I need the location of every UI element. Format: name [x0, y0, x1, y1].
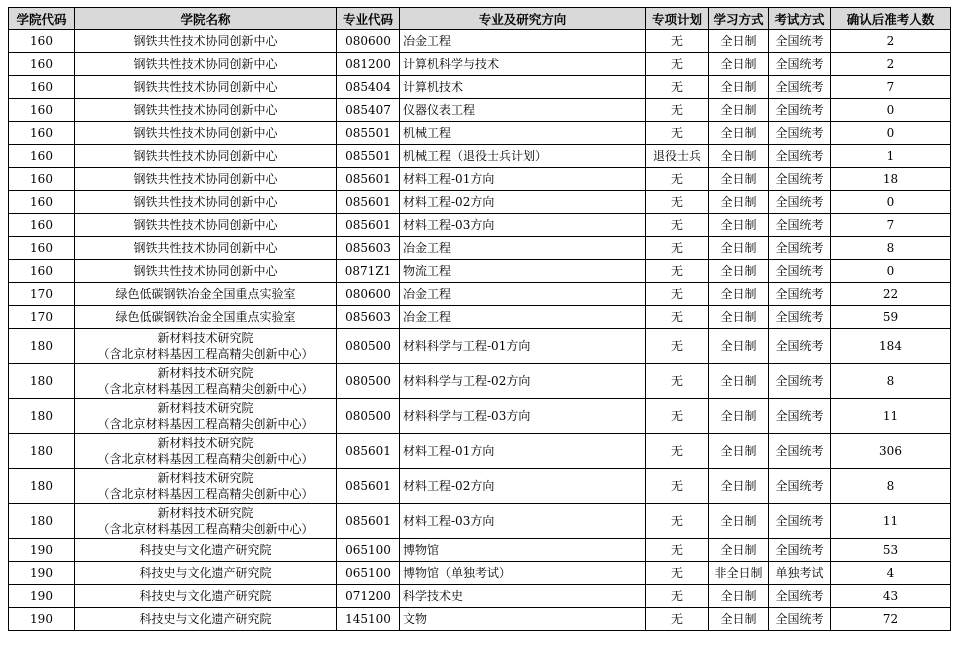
- cell-major-code: 0871Z1: [337, 260, 400, 283]
- table-row: [9, 562, 951, 585]
- cell-major: 材料工程-02方向: [400, 469, 646, 504]
- cell-special-plan: 无: [646, 53, 709, 76]
- cell-special-plan: 无: [646, 99, 709, 122]
- cell-college-code: 180: [9, 504, 75, 539]
- cell-study-mode: 全日制: [709, 30, 769, 53]
- cell-major-code: 085601: [337, 504, 400, 539]
- cell-major-code: 085603: [337, 237, 400, 260]
- table-row: [9, 469, 951, 504]
- cell-study-mode: 全日制: [709, 469, 769, 504]
- college-name-line: 钢铁共性技术协同创新中心: [133, 33, 278, 48]
- cell-college-name: [75, 283, 337, 306]
- cell-count: 2: [831, 30, 951, 53]
- table-row: [9, 214, 951, 237]
- cell-major-code: 081200: [337, 53, 400, 76]
- college-name-line: 新材料技术研究院: [157, 331, 254, 345]
- table-row: [9, 53, 951, 76]
- cell-count: 11: [831, 399, 951, 434]
- cell-count: 7: [831, 76, 951, 99]
- admission-table: [8, 7, 951, 631]
- college-name-line: 科技史与文化遗产研究院: [139, 611, 272, 626]
- table-row: [9, 30, 951, 53]
- cell-study-mode: 全日制: [709, 306, 769, 329]
- cell-college-name: [75, 306, 337, 329]
- cell-college-name: [75, 329, 337, 364]
- cell-study-mode: 非全日制: [709, 562, 769, 585]
- cell-count: 7: [831, 214, 951, 237]
- cell-special-plan: 无: [646, 306, 709, 329]
- cell-college-code: 160: [9, 145, 75, 168]
- cell-college-code: 160: [9, 168, 75, 191]
- cell-exam-mode: 全国统考: [769, 504, 831, 539]
- cell-study-mode: 全日制: [709, 585, 769, 608]
- cell-college-code: 180: [9, 469, 75, 504]
- cell-exam-mode: 全国统考: [769, 145, 831, 168]
- cell-count: 43: [831, 585, 951, 608]
- cell-major-code: 085601: [337, 469, 400, 504]
- cell-college-name: [75, 260, 337, 283]
- header-row: [9, 8, 951, 30]
- cell-study-mode: 全日制: [709, 504, 769, 539]
- table-row: [9, 585, 951, 608]
- cell-college-name: [75, 237, 337, 260]
- cell-major: 材料工程-03方向: [400, 504, 646, 539]
- cell-major: 计算机技术: [400, 76, 646, 99]
- table-row: [9, 145, 951, 168]
- cell-exam-mode: 全国统考: [769, 329, 831, 364]
- cell-exam-mode: 全国统考: [769, 99, 831, 122]
- cell-college-code: 160: [9, 99, 75, 122]
- college-name-line: 钢铁共性技术协同创新中心: [133, 263, 278, 278]
- cell-special-plan: 无: [646, 283, 709, 306]
- cell-exam-mode: 全国统考: [769, 76, 831, 99]
- cell-special-plan: 无: [646, 539, 709, 562]
- cell-college-code: 160: [9, 237, 75, 260]
- cell-major: 材料科学与工程-02方向: [400, 364, 646, 399]
- cell-study-mode: 全日制: [709, 122, 769, 145]
- header-special-plan: 专项计划: [646, 8, 709, 30]
- cell-college-code: 180: [9, 434, 75, 469]
- cell-major: 材料科学与工程-01方向: [400, 329, 646, 364]
- cell-major: 材料科学与工程-03方向: [400, 399, 646, 434]
- cell-major: 材料工程-01方向: [400, 168, 646, 191]
- cell-major: 仪器仪表工程: [400, 99, 646, 122]
- table-row: [9, 504, 951, 539]
- college-name-line: 科技史与文化遗产研究院: [139, 542, 272, 557]
- cell-special-plan: 无: [646, 434, 709, 469]
- cell-exam-mode: 全国统考: [769, 608, 831, 631]
- cell-special-plan: 无: [646, 76, 709, 99]
- cell-count: 8: [831, 469, 951, 504]
- cell-college-code: 160: [9, 76, 75, 99]
- cell-count: 184: [831, 329, 951, 364]
- cell-special-plan: 无: [646, 329, 709, 364]
- cell-exam-mode: 单独考试: [769, 562, 831, 585]
- cell-special-plan: 无: [646, 214, 709, 237]
- table-row: [9, 99, 951, 122]
- cell-exam-mode: 全国统考: [769, 399, 831, 434]
- cell-count: 11: [831, 504, 951, 539]
- cell-major: 冶金工程: [400, 30, 646, 53]
- cell-count: 2: [831, 53, 951, 76]
- table-row: [9, 260, 951, 283]
- table-row: [9, 191, 951, 214]
- header-college-code: 学院代码: [9, 8, 75, 30]
- cell-college-name: [75, 585, 337, 608]
- college-name-line: 新材料技术研究院: [157, 366, 254, 380]
- table-row: [9, 76, 951, 99]
- cell-study-mode: 全日制: [709, 260, 769, 283]
- cell-study-mode: 全日制: [709, 399, 769, 434]
- cell-major: 机械工程: [400, 122, 646, 145]
- cell-college-name: [75, 168, 337, 191]
- cell-college-code: 170: [9, 306, 75, 329]
- cell-count: 0: [831, 260, 951, 283]
- table-body: [9, 30, 951, 631]
- cell-count: 0: [831, 191, 951, 214]
- cell-special-plan: 无: [646, 122, 709, 145]
- cell-count: 53: [831, 539, 951, 562]
- cell-college-name: [75, 214, 337, 237]
- header-major: 专业及研究方向: [400, 8, 646, 30]
- college-name-line: 钢铁共性技术协同创新中心: [133, 194, 278, 209]
- header-count: 确认后准考人数: [831, 8, 951, 30]
- cell-study-mode: 全日制: [709, 283, 769, 306]
- table-header: [9, 8, 951, 30]
- cell-major: 计算机科学与技术: [400, 53, 646, 76]
- table-row: [9, 539, 951, 562]
- college-name-line: 新材料技术研究院: [157, 436, 254, 450]
- college-name-line: 钢铁共性技术协同创新中心: [133, 102, 278, 117]
- cell-college-name: [75, 122, 337, 145]
- cell-exam-mode: 全国统考: [769, 539, 831, 562]
- cell-major: 材料工程-01方向: [400, 434, 646, 469]
- cell-major: 物流工程: [400, 260, 646, 283]
- cell-college-code: 180: [9, 329, 75, 364]
- cell-major-code: 080500: [337, 329, 400, 364]
- cell-exam-mode: 全国统考: [769, 53, 831, 76]
- cell-major-code: 080500: [337, 399, 400, 434]
- cell-college-code: 170: [9, 283, 75, 306]
- cell-exam-mode: 全国统考: [769, 585, 831, 608]
- cell-special-plan: 无: [646, 399, 709, 434]
- cell-count: 0: [831, 122, 951, 145]
- cell-count: 18: [831, 168, 951, 191]
- cell-major: 材料工程-03方向: [400, 214, 646, 237]
- cell-major-code: 085407: [337, 99, 400, 122]
- cell-count: 1: [831, 145, 951, 168]
- cell-college-name: [75, 99, 337, 122]
- college-name-line: 绿色低碳钢铁冶金全国重点实验室: [115, 309, 296, 324]
- cell-college-name: [75, 399, 337, 434]
- cell-major-code: 080500: [337, 364, 400, 399]
- cell-college-name: [75, 30, 337, 53]
- college-name-line: （含北京材料基因工程高精尖创新中心）: [97, 522, 314, 536]
- cell-exam-mode: 全国统考: [769, 469, 831, 504]
- cell-college-name: [75, 562, 337, 585]
- cell-special-plan: 退役士兵: [646, 145, 709, 168]
- cell-study-mode: 全日制: [709, 364, 769, 399]
- cell-college-code: 160: [9, 191, 75, 214]
- college-name-line: （含北京材料基因工程高精尖创新中心）: [97, 452, 314, 466]
- table-row: [9, 122, 951, 145]
- college-name-line: （含北京材料基因工程高精尖创新中心）: [97, 487, 314, 501]
- cell-count: 4: [831, 562, 951, 585]
- cell-study-mode: 全日制: [709, 99, 769, 122]
- cell-exam-mode: 全国统考: [769, 214, 831, 237]
- cell-special-plan: 无: [646, 168, 709, 191]
- cell-special-plan: 无: [646, 608, 709, 631]
- cell-major-code: 085404: [337, 76, 400, 99]
- cell-special-plan: 无: [646, 562, 709, 585]
- cell-college-name: [75, 469, 337, 504]
- cell-college-name: [75, 504, 337, 539]
- college-name-line: 科技史与文化遗产研究院: [139, 565, 272, 580]
- cell-study-mode: 全日制: [709, 329, 769, 364]
- cell-study-mode: 全日制: [709, 214, 769, 237]
- cell-exam-mode: 全国统考: [769, 237, 831, 260]
- college-name-line: 钢铁共性技术协同创新中心: [133, 148, 278, 163]
- cell-special-plan: 无: [646, 585, 709, 608]
- cell-college-code: 190: [9, 539, 75, 562]
- table-row: [9, 168, 951, 191]
- college-name-line: 科技史与文化遗产研究院: [139, 588, 272, 603]
- cell-study-mode: 全日制: [709, 76, 769, 99]
- cell-study-mode: 全日制: [709, 434, 769, 469]
- cell-major: 博物馆: [400, 539, 646, 562]
- cell-college-code: 160: [9, 214, 75, 237]
- table-row: [9, 329, 951, 364]
- college-name-line: 钢铁共性技术协同创新中心: [133, 240, 278, 255]
- table-row: [9, 237, 951, 260]
- cell-major-code: 085501: [337, 145, 400, 168]
- cell-college-code: 180: [9, 364, 75, 399]
- college-name-line: 钢铁共性技术协同创新中心: [133, 217, 278, 232]
- cell-major: 博物馆（单独考试）: [400, 562, 646, 585]
- cell-major: 冶金工程: [400, 237, 646, 260]
- cell-count: 8: [831, 364, 951, 399]
- cell-exam-mode: 全国统考: [769, 168, 831, 191]
- cell-college-name: [75, 53, 337, 76]
- college-name-line: 新材料技术研究院: [157, 471, 254, 485]
- table-row: [9, 283, 951, 306]
- header-major-code: 专业代码: [337, 8, 400, 30]
- cell-special-plan: 无: [646, 237, 709, 260]
- cell-study-mode: 全日制: [709, 237, 769, 260]
- cell-major: 材料工程-02方向: [400, 191, 646, 214]
- cell-special-plan: 无: [646, 504, 709, 539]
- cell-major: 冶金工程: [400, 306, 646, 329]
- table-row: [9, 399, 951, 434]
- college-name-line: 新材料技术研究院: [157, 401, 254, 415]
- cell-major-code: 085601: [337, 191, 400, 214]
- cell-major-code: 085601: [337, 168, 400, 191]
- college-name-line: 绿色低碳钢铁冶金全国重点实验室: [115, 286, 296, 301]
- cell-major-code: 085603: [337, 306, 400, 329]
- cell-major-code: 085601: [337, 214, 400, 237]
- cell-college-name: [75, 76, 337, 99]
- header-study-mode: 学习方式: [709, 8, 769, 30]
- cell-exam-mode: 全国统考: [769, 260, 831, 283]
- cell-special-plan: 无: [646, 364, 709, 399]
- cell-count: 8: [831, 237, 951, 260]
- cell-major-code: 065100: [337, 562, 400, 585]
- college-name-line: （含北京材料基因工程高精尖创新中心）: [97, 417, 314, 431]
- cell-study-mode: 全日制: [709, 53, 769, 76]
- table-row: [9, 306, 951, 329]
- cell-college-code: 160: [9, 53, 75, 76]
- cell-exam-mode: 全国统考: [769, 122, 831, 145]
- cell-count: 72: [831, 608, 951, 631]
- cell-college-code: 160: [9, 122, 75, 145]
- cell-exam-mode: 全国统考: [769, 191, 831, 214]
- cell-college-code: 190: [9, 608, 75, 631]
- cell-special-plan: 无: [646, 260, 709, 283]
- cell-college-code: 180: [9, 399, 75, 434]
- cell-count: 0: [831, 99, 951, 122]
- cell-major-code: 071200: [337, 585, 400, 608]
- cell-major-code: 085601: [337, 434, 400, 469]
- cell-study-mode: 全日制: [709, 145, 769, 168]
- cell-exam-mode: 全国统考: [769, 364, 831, 399]
- cell-study-mode: 全日制: [709, 168, 769, 191]
- cell-special-plan: 无: [646, 191, 709, 214]
- cell-college-name: [75, 608, 337, 631]
- cell-college-name: [75, 364, 337, 399]
- header-college-name: 学院名称: [75, 8, 337, 30]
- college-name-line: 钢铁共性技术协同创新中心: [133, 125, 278, 140]
- header-exam-mode: 考试方式: [769, 8, 831, 30]
- college-name-line: 钢铁共性技术协同创新中心: [133, 171, 278, 186]
- cell-major: 文物: [400, 608, 646, 631]
- cell-college-code: 190: [9, 562, 75, 585]
- cell-exam-mode: 全国统考: [769, 283, 831, 306]
- cell-major-code: 080600: [337, 283, 400, 306]
- cell-exam-mode: 全国统考: [769, 306, 831, 329]
- cell-study-mode: 全日制: [709, 608, 769, 631]
- table-row: [9, 364, 951, 399]
- college-name-line: （含北京材料基因工程高精尖创新中心）: [97, 382, 314, 396]
- cell-college-code: 160: [9, 260, 75, 283]
- college-name-line: 新材料技术研究院: [157, 506, 254, 520]
- cell-count: 22: [831, 283, 951, 306]
- cell-major-code: 080600: [337, 30, 400, 53]
- cell-study-mode: 全日制: [709, 191, 769, 214]
- cell-special-plan: 无: [646, 469, 709, 504]
- cell-college-code: 190: [9, 585, 75, 608]
- cell-count: 59: [831, 306, 951, 329]
- table-row: [9, 434, 951, 469]
- table-row: [9, 608, 951, 631]
- cell-count: 306: [831, 434, 951, 469]
- cell-college-name: [75, 434, 337, 469]
- cell-major-code: 145100: [337, 608, 400, 631]
- cell-major: 冶金工程: [400, 283, 646, 306]
- college-name-line: 钢铁共性技术协同创新中心: [133, 79, 278, 94]
- cell-major: 机械工程（退役士兵计划）: [400, 145, 646, 168]
- college-name-line: （含北京材料基因工程高精尖创新中心）: [97, 347, 314, 361]
- cell-college-code: 160: [9, 30, 75, 53]
- cell-college-name: [75, 539, 337, 562]
- cell-major: 科学技术史: [400, 585, 646, 608]
- cell-exam-mode: 全国统考: [769, 434, 831, 469]
- cell-special-plan: 无: [646, 30, 709, 53]
- cell-major-code: 065100: [337, 539, 400, 562]
- cell-college-name: [75, 191, 337, 214]
- cell-college-name: [75, 145, 337, 168]
- cell-study-mode: 全日制: [709, 539, 769, 562]
- cell-major-code: 085501: [337, 122, 400, 145]
- college-name-line: 钢铁共性技术协同创新中心: [133, 56, 278, 71]
- cell-exam-mode: 全国统考: [769, 30, 831, 53]
